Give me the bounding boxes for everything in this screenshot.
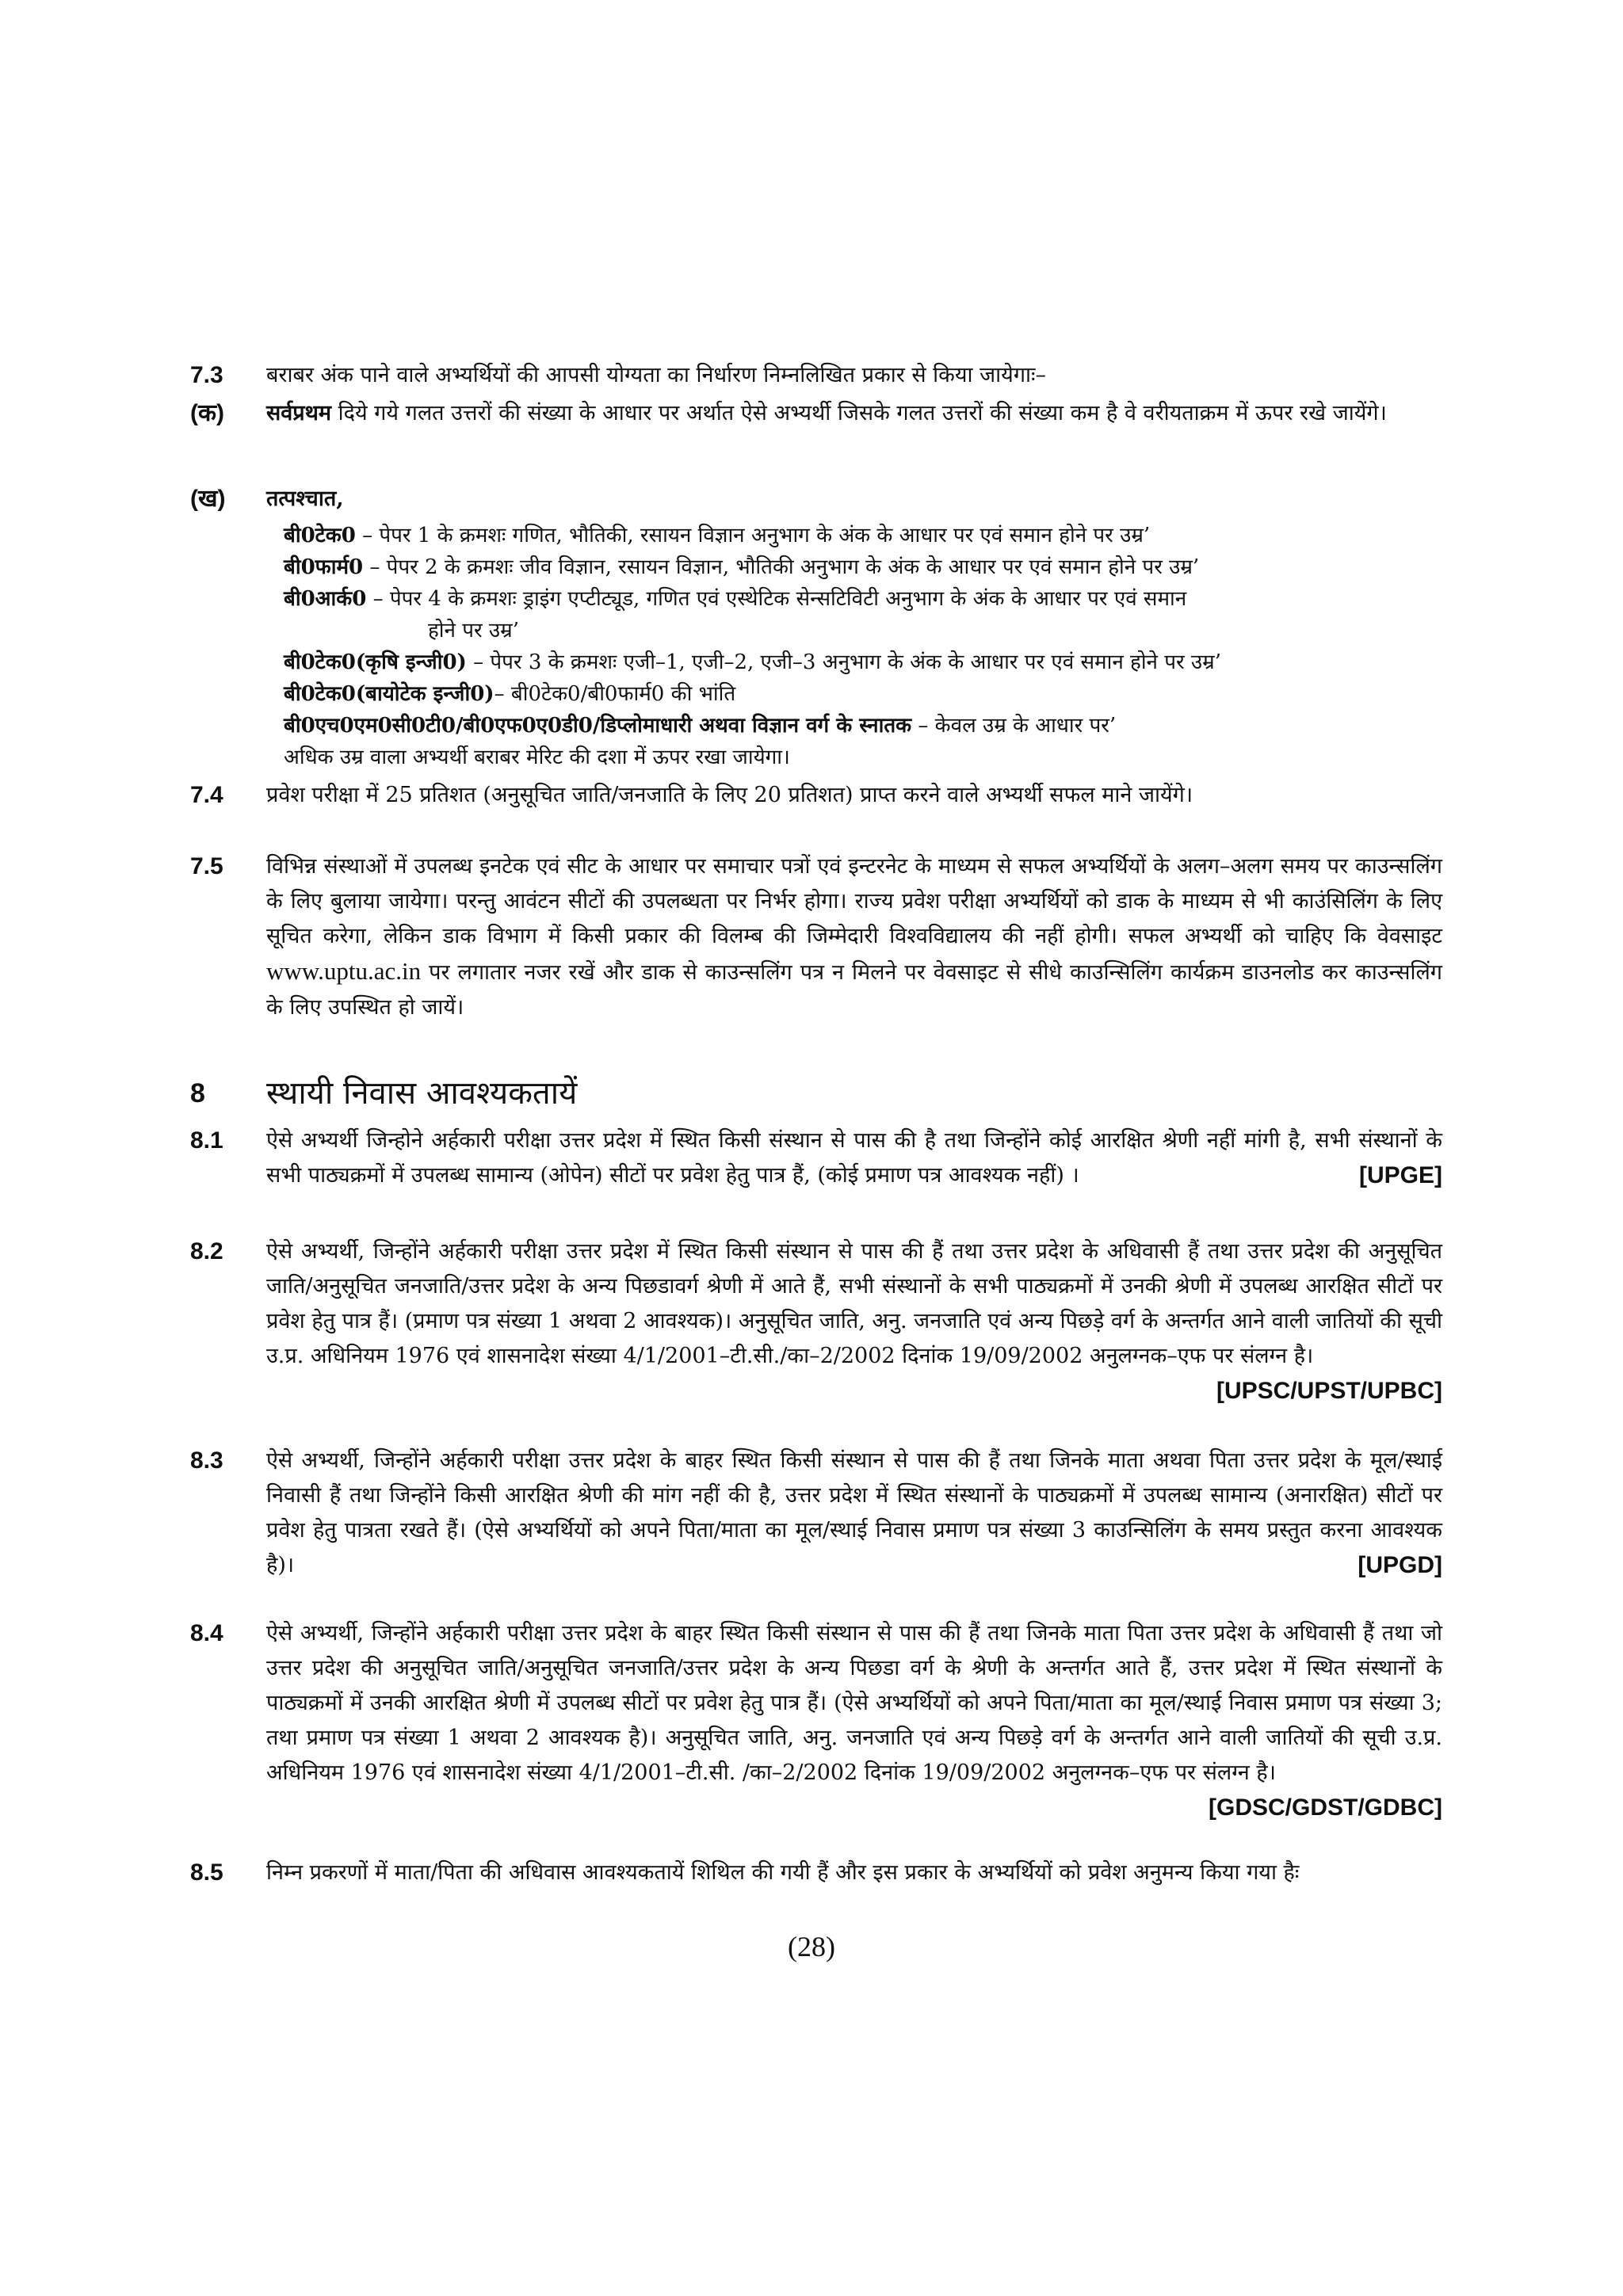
section-body: ऐसे अभ्यर्थी, जिन्होंने अर्हकारी परीक्षा उत्तर प्रदेश के बाहर स्थित किसी संस्थान से पास की हैं तथा जिनके माता अथवा पिता उत्तर प्रदेश के मूल/स्थाई निवासी हैं तथा जिन्होंने किसी आरक्षित श्रेणी की मांग नहीं की है, उत्तर प्रदेश में स्थित संस्थानों के पाठ्यक्रमों में उपलब्ध सामान्य (अनारक्षित) सीटों पर प्रवेश हेतु पात्रता रखते हैं। (ऐसे अभ्यर्थियों को अपने पिता/माता का मूल/स्थाई निवास प्रमाण पत्र संख्या 3 काउन्सिलिंग के समय प्रस्तुत करना आवश्यक है)। <box>266 1448 1442 1577</box>
section-number: 7.3 <box>190 362 223 388</box>
section-text <box>266 1234 1442 1409</box>
section-7-4 <box>190 778 1442 813</box>
criteria-barch-cont: होने पर उम्र’ <box>428 619 519 643</box>
website-link[interactable]: www.uptu.ac.in <box>266 957 422 985</box>
criteria-agri <box>284 646 1442 678</box>
section-text <box>266 1616 1442 1825</box>
section-text-part: विभिन्न संस्थाओं में उपलब्ध इनटेक एवं सीट के आधार पर समाचार पत्रों एवं इन्टरनेट के माध्यम से सफल अभ्यर्थियों के अलग–अलग समय पर काउन्सलिंग के लिए बुलाया जायेगा। परन्तु आवंटन सीटों की उपलब्धता पर निर्भर होगा। राज्य प्रवेश परीक्षा अभ्यर्थियों को डाक के माध्यम से भी काउंसिलिंग के लिए सूचित करेगा, लेकिन डाक विभाग में किसी प्रकार की विलम्ब की जिम्मेदारी विश्वविद्यालय की नहीं होगी। सफल अभ्यर्थी को चाहिए कि वेवसाइट <box>266 854 1442 948</box>
clause-heading: तत्पश्चात, <box>266 486 344 511</box>
category-code: [UPGE] <box>1359 1162 1442 1188</box>
criteria-text: – बी0टेक0/बी0फार्म0 की भांति <box>494 682 736 706</box>
section-heading: स्थायी निवास आवश्यकतायें <box>266 1075 578 1112</box>
criteria-text: – पेपर 4 के क्रमशः ड्राइंग एप्टीट्यूड, गणित एवं एस्थेटिक सेन्सटिविटी अनुभाग के अंक के आधार पर एवं समान <box>366 587 1187 611</box>
criteria-text: – पेपर 1 के क्रमशः गणित, भौतिकी, रसायन विज्ञान अनुभाग के अंक के आधार पर एवं समान होने पर उम्र’ <box>355 524 1151 547</box>
section-text <box>266 1123 1442 1193</box>
clause-label: (ख) <box>190 486 226 512</box>
course-name: बी0टेक0(बायोटेक इन्जी0) <box>284 682 495 706</box>
clause-text <box>266 396 1442 431</box>
section-text <box>266 849 1442 1025</box>
section-number: 7.4 <box>190 782 223 808</box>
section-number: 8.1 <box>190 1127 223 1154</box>
section-number: 8 <box>190 1078 205 1108</box>
course-name: बी0फार्म0 <box>284 555 364 579</box>
section-text: प्रवेश परीक्षा में 25 प्रतिशत (अनुसूचित जाति/जनजाति के लिए 20 प्रतिशत) प्राप्त करने वाले अभ्यर्थी सफल माने जायेंगे। <box>266 783 1193 807</box>
section-8-4 <box>190 1616 1442 1825</box>
section-number: 8.3 <box>190 1447 223 1474</box>
section-body: ऐसे अभ्यर्थी जिन्होने अर्हकारी परीक्षा उत्तर प्रदेश में स्थित किसी संस्थान से पास की है तथा जिन्होंने कोई आरक्षित श्रेणी नहीं मांगी है, सभी संस्थानों के सभी पाठ्यक्रमों में उपलब्ध सामान्य (ओपेन) सीटों पर प्रवेश हेतु पात्र हैं, (कोई प्रमाण पत्र आवश्यक नहीं) । <box>266 1128 1442 1188</box>
clause-bold-lead: सर्वप्रथम <box>266 401 332 425</box>
section-8-1 <box>190 1123 1442 1193</box>
clause-body: दिये गये गलत उत्तरों की संख्या के आधार पर अर्थात ऐसे अभ्यर्थी जिसके गलत उत्तरों की संख्या कम है वे वरीयताक्रम में ऊपर रखे जायेंगे। <box>331 401 1387 425</box>
criteria-note: अधिक उम्र वाला अभ्यर्थी बराबर मेरिट की दशा में ऊपर रखा जायेगा। <box>284 746 790 769</box>
course-name: बी0एच0एम0सी0टी0/बी0एफ0ए0डी0/डिप्लोमाधारी अथवा विज्ञान वर्ग के स्नातक <box>284 714 912 738</box>
clause-kha <box>190 482 1442 773</box>
criteria-text: – पेपर 3 के क्रमशः एजी–1, एजी–2, एजी–3 अनुभाग के अंक के आधार पर एवं समान होने पर उम्र’ <box>466 650 1221 674</box>
course-name: बी0टेक0(कृषि इन्जी0) <box>284 650 467 674</box>
section-text <box>266 1444 1442 1583</box>
section-8-5 <box>190 1855 1442 1890</box>
criteria-barch <box>284 583 1442 615</box>
category-code: [UPSC/UPST/UPBC] <box>1216 1378 1442 1404</box>
section-7-5 <box>190 849 1442 1025</box>
category-code: [GDSC/GDST/GDBC] <box>1209 1794 1442 1821</box>
course-name: बी0टेक0 <box>284 524 356 547</box>
section-8 <box>190 1070 1442 1117</box>
section-body: ऐसे अभ्यर्थी, जिन्होंने अर्हकारी परीक्षा उत्तर प्रदेश के बाहर स्थित किसी संस्थान से पास की हैं तथा जिनके माता पिता उत्तर प्रदेश के अधिवासी हैं तथा जो उत्तर प्रदेश की अनुसूचित जाति/अनुसूचित जनजाति/उत्तर प्रदेश के अन्य पिछडा वर्ग के श्रेणी के अन्तर्गत आते हैं, उत्तर प्रदेश में स्थित संस्थानों के पाठ्यक्रमों में उनकी आरक्षित श्रेणी में उपलब्ध सीटों पर प्रवेश हेतु पात्र हैं। (ऐसे अभ्यर्थियों को अपने पिता/माता का मूल/स्थाई निवास प्रमाण पत्र संख्या 3; तथा प्रमाण पत्र संख्या 1 अथवा 2 आवश्यक है)। अनुसूचित जाति, अनु. जनजाति एवं अन्य पिछड़े वर्ग के अन्तर्गत आने वाली जातियों की सूची उ.प्र. अधिनियम 1976 एवं शासनादेश संख्या 4/1/2001–टी.सी. /का–2/2002 दिनांक 19/09/2002 अनुलग्नक–एफ पर संलग्न है। <box>266 1621 1442 1785</box>
section-8-2 <box>190 1234 1442 1409</box>
section-text-part: पर लगातार नजर रखें और डाक से काउन्सलिंग पत्र न मिलने पर वेवसाइट से सीधे काउन्सिलिंग कार्यक्रम डाउनलोड कर काउन्सलिंग के लिए उपस्थित हो जायें। <box>266 960 1442 1020</box>
section-number: 8.4 <box>190 1620 223 1646</box>
clause-ka <box>190 396 1442 431</box>
criteria-text: – पेपर 2 के क्रमशः जीव विज्ञान, रसायन विज्ञान, भौतिकी अनुभाग के अंक के आधार पर एवं समान होने पर उम्र’ <box>363 555 1200 579</box>
criteria-btech <box>284 520 1442 551</box>
criteria-text: – केवल उम्र के आधार पर’ <box>911 714 1117 738</box>
section-number: 7.5 <box>190 853 223 879</box>
course-name: बी0आर्क0 <box>284 587 367 611</box>
clause-label: (क) <box>190 400 225 426</box>
category-code: [UPGD] <box>1358 1552 1442 1578</box>
criteria-biotech <box>284 678 1442 710</box>
section-text: निम्न प्रकरणों में माता/पिता की अधिवास आवश्यकतायें शिथिल की गयी हैं और इस प्रकार के अभ्यर्थियों को प्रवेश अनुमन्य किया गया हैः <box>266 1860 1300 1885</box>
section-number: 8.2 <box>190 1238 223 1264</box>
section-number: 8.5 <box>190 1859 223 1886</box>
page-number: (28) <box>788 1931 835 1962</box>
criteria-others <box>284 710 1442 742</box>
section-8-3 <box>190 1444 1442 1583</box>
course-criteria-list <box>190 520 1442 773</box>
section-text: बराबर अंक पाने वाले अभ्यर्थियों की आपसी योग्यता का निर्धारण निम्नलिखित प्रकार से किया जायेगाः– <box>266 363 1046 387</box>
section-7-3 <box>190 358 1442 393</box>
criteria-bpharm <box>284 551 1442 583</box>
section-body: ऐसे अभ्यर्थी, जिन्होंने अर्हकारी परीक्षा उत्तर प्रदेश में स्थित किसी संस्थान से पास की हैं तथा उत्तर प्रदेश के अधिवासी हैं तथा उत्तर प्रदेश की अनुसूचित जाति/अनुसूचित जनजाति/उत्तर प्रदेश के अन्य पिछडावर्ग श्रेणी में आते हैं, सभी संस्थानों के सभी पाठ्यक्रमों में उनकी श्रेणी में उपलब्ध आरक्षित सीटों पर प्रवेश हेतु पात्र हैं। (प्रमाण पत्र संख्या 1 अथवा 2 आवश्यक)। अनुसूचित जाति, अनु. जनजाति एवं अन्य पिछड़े वर्ग के अन्तर्गत आने वाली जातियों की सूची उ.प्र. अधिनियम 1976 एवं शासनादेश संख्या 4/1/2001–टी.सी./का–2/2002 दिनांक 19/09/2002 अनुलग्नक–एफ पर संलग्न है। <box>266 1239 1442 1368</box>
